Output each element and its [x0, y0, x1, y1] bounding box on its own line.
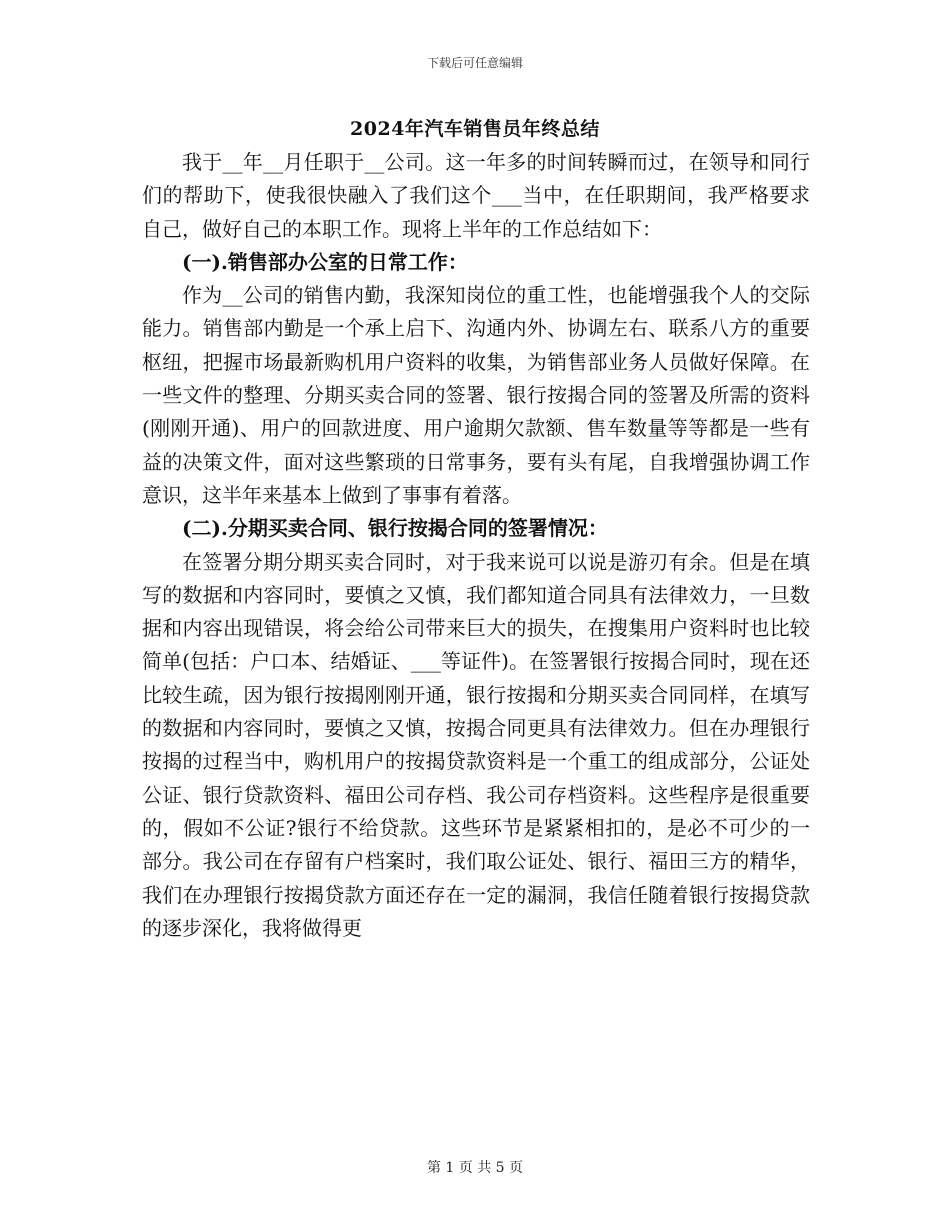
document-title: 2024年汽车销售员年终总结 — [350, 118, 600, 140]
section-heading-contracts: (二).分期买卖合同、银行按揭合同的签署情况： — [182, 516, 608, 541]
page-header-note: 下载后可任意编辑 — [426, 56, 523, 70]
section-paragraph-contracts: 在签署分期分期买卖合同时，对于我来说可以说是游刃有余。但是在填写的数据和内容同时，要慎之又慎，我们都知道合同具有法律效力，一旦数据和内容出现错误，将会给公司带来巨大的损失，在搜集用户资料时也比较简单(包括：户口本、结婚证、___等证件)。在签署银行按揭合同时，现在还比较生疏，因为银行按揭刚刚开通，银行按揭和分期买卖合同同样，在填写的数据和内容同时，要慎之又慎，按揭合同更具有法律效力。但在办理银行按揭的过程当中，购机用户的按揭贷款资料是一个重工的组成部分，公证处公证、银行贷款资料、福田公司存档、我公司存档资料。这些程序是很重要的，假如不公证?银行不给贷款。这些环节是紧紧相扣的，是必不可少的一部分。我公司在存留有户档案时，我们取公证处、银行、福田三方的精华，我们在办理银行按揭贷款方面还存在一定的漏洞，我信任随着银行按揭贷款的逐步深化，我将做得更 — [142, 549, 810, 940]
page-footer-number: 第 1 页 共 5 页 — [426, 1160, 524, 1176]
section-heading-daily-work: (一).销售部办公室的日常工作： — [182, 249, 468, 274]
document-body — [142, 146, 810, 945]
section-paragraph-daily-work: 作为__公司的销售内勤，我深知岗位的重工性，也能增强我个人的交际能力。销售部内勤是一个承上启下、沟通内外、协调左右、联系八方的重要枢纽，把握市场最新购机用户资料的收集，为销售部业务人员做好保障。在一些文件的整理、分期买卖合同的签署、银行按揭合同的签署及所需的资料(刚刚开通)、用户的回款进度、用户逾期欠款额、售车数量等等都是一些有益的决策文件，面对这些繁琐的日常事务，要有头有尾，自我增强协调工作意识，这半年来基本上做到了事事有着落。 — [142, 283, 810, 507]
intro-paragraph: 我于__年__月任职于__公司。这一年多的时间转瞬而过，在领导和同行们的帮助下，使我很快融入了我们这个___当中，在任职期间，我严格要求自己，做好自己的本职工作。现将上半年的工作总结如下： — [142, 150, 810, 241]
